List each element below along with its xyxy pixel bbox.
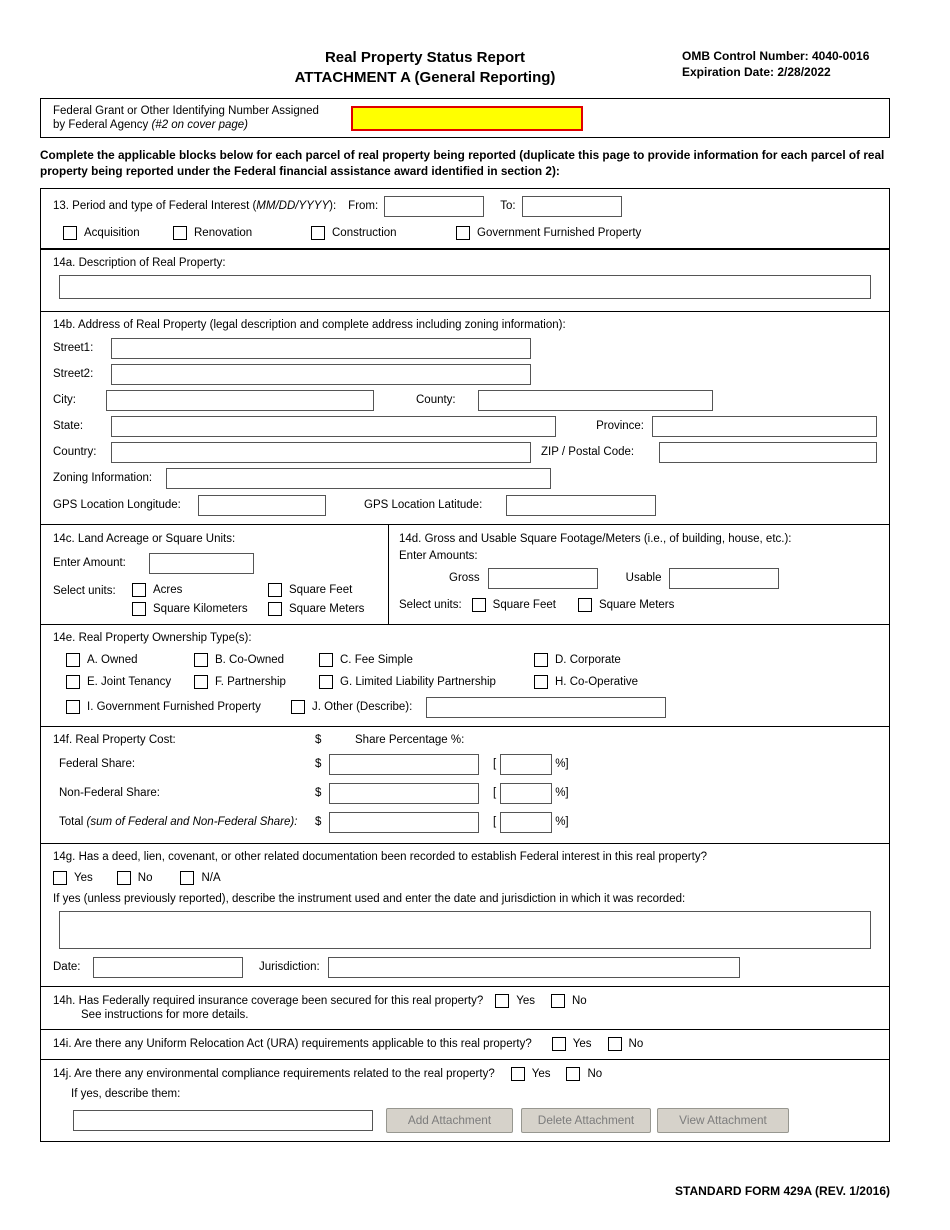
delete-attachment-button[interactable]: Delete Attachment [521,1108,651,1133]
checkbox-14h-no[interactable] [551,994,587,1008]
zoning-row [53,468,877,489]
jurisdiction-input[interactable] [328,957,740,978]
footage-square-meters-label: Square Meters [598,598,675,611]
s14g-question: 14g. Has a deed, lien, covenant, or other related documentation been recorded to establish Federal interest in this real property? [53,850,707,863]
checkbox-14g-no[interactable] [117,871,153,885]
deed-na-label: N/A [201,871,221,884]
s14b-label: 14b. Address of Real Property (legal description and complete address including zoning information): [53,318,566,331]
footage-square-meters-checkbox[interactable] [578,598,592,612]
s14c-label: 14c. Land Acreage or Square Units: [53,532,236,545]
s14f-label: 14f. Real Property Cost: [53,733,176,746]
checkbox-owned[interactable] [66,653,194,667]
fee-simple-checkbox[interactable] [319,653,333,667]
co-operative-label: H. Co-Operative [555,675,639,688]
s14j-question-row [53,1067,877,1081]
section-13 [41,189,889,250]
enter-amounts-label: Enter Amounts: [399,549,478,562]
s14a-label: 14a. Description of Real Property: [53,256,226,269]
checkbox-partnership[interactable] [194,675,319,689]
usable-label: Usable [625,572,662,585]
s13-label-format: MM/DD/YYYY [256,200,330,213]
government-furnished-property-label: Government Furnished Property [477,226,642,239]
form-subtitle: ATTACHMENT A (General Reporting) [294,68,556,86]
square-feet-checkbox[interactable] [268,583,282,597]
checkbox-14j-yes[interactable] [511,1067,551,1081]
other-describe-checkbox[interactable] [291,700,305,714]
ura-yes-checkbox[interactable] [552,1037,566,1051]
land-amount-row [53,553,376,574]
construction-label: Construction [332,226,397,239]
government-furnished-property-14e-label: I. Government Furnished Property [87,701,261,714]
deed-no-label: No [137,871,153,884]
other-describe-input[interactable] [426,697,666,718]
co-owned-label: B. Co-Owned [215,653,285,666]
checkbox-14g-yes[interactable] [53,871,93,885]
renovation-checkbox[interactable] [173,226,187,240]
s13-to-label: To: [500,200,516,213]
gps-longitude-input[interactable] [198,495,326,516]
checkbox-14j-no[interactable] [566,1067,602,1081]
checkbox-renovation[interactable] [173,226,311,240]
checkbox-14g-na[interactable] [180,871,220,885]
s14h-question: 14h. Has Federally required insurance coverage been secured for this real property? [53,994,484,1007]
federal-share-label: Federal Share: [59,758,136,771]
city-county-row [53,390,877,411]
gross-label: Gross [449,572,480,585]
grant-label-line2-note: (#2 on cover page) [151,119,249,131]
omb-control-number: OMB Control Number: 4040-0016 [682,49,870,63]
federal-share-amount-input[interactable] [329,754,479,775]
co-owned-checkbox[interactable] [194,653,208,667]
insurance-no-checkbox[interactable] [551,994,565,1008]
environmental-no-label: No [587,1067,603,1080]
environmental-yes-label: Yes [531,1067,551,1080]
government-furnished-property-checkbox[interactable] [456,226,470,240]
insurance-yes-label: Yes [516,994,535,1007]
non-federal-bracket-open: [ [493,787,497,800]
s13-from-label: From: [348,200,379,213]
province-label: Province: [596,420,644,433]
ura-no-label: No [628,1037,644,1050]
checkbox-square-meters[interactable] [268,602,364,616]
grant-label-line2 [53,118,351,132]
form-body [40,188,890,1142]
deed-na-checkbox[interactable] [180,871,194,885]
owned-label: A. Owned [87,653,138,666]
acquisition-label: Acquisition [84,226,140,239]
zoning-information-input[interactable] [166,468,551,489]
ownership-row-1 [53,653,877,667]
gps-longitude-label: GPS Location Longitude: [53,499,181,512]
non-federal-dollar-sign: $ [315,787,322,800]
ownership-row-3 [53,697,877,718]
state-input[interactable] [111,416,556,437]
description-of-real-property-input[interactable] [59,275,871,299]
square-meters-label: Square Meters [289,602,365,615]
grant-label-line2-text: by Federal Agency [53,119,149,131]
federal-percent-close: %] [555,758,569,771]
country-zip-row [53,442,877,463]
form-title: Real Property Status Report [324,49,526,66]
section-14e [41,625,889,727]
owned-checkbox[interactable] [66,653,80,667]
section-14j [41,1060,889,1141]
section-14f [41,727,889,844]
partnership-checkbox[interactable] [194,675,208,689]
partnership-label: F. Partnership [215,675,286,688]
total-label-text: Total [59,816,84,829]
checkbox-14d-square-meters[interactable] [578,598,674,612]
street2-input[interactable] [111,364,531,385]
s14h-note: See instructions for more details. [81,1008,249,1021]
s13-label-post: ): [329,200,337,213]
environmental-yes-checkbox[interactable] [511,1067,525,1081]
province-input[interactable] [652,416,877,437]
acres-checkbox[interactable] [132,583,146,597]
street2-row [53,364,877,385]
date-label: Date: [53,961,81,974]
s14d-select-units-label: Select units: [399,598,462,611]
ura-yes-label: Yes [572,1037,592,1050]
checkbox-government-furnished-property[interactable] [456,226,641,240]
s14e-label: 14e. Real Property Ownership Type(s): [53,631,252,644]
s14j-question: 14j. Are there any environmental compliance requirements related to the real property? [53,1067,495,1080]
section-14i [41,1030,889,1060]
limited-liability-partnership-label: G. Limited Liability Partnership [340,675,496,688]
enter-amount-label: Enter Amount: [53,557,126,570]
non-federal-share-label: Non-Federal Share: [59,787,160,800]
jurisdiction-label: Jurisdiction: [259,961,320,974]
expiration-date: Expiration Date: 2/28/2022 [682,65,831,80]
share-percentage-label: Share Percentage %: [355,733,465,746]
acres-label: Acres [153,583,183,596]
non-federal-share-percent-input[interactable] [500,783,552,804]
section-14b [41,312,889,525]
checkbox-co-operative[interactable] [534,675,638,689]
checkbox-14i-yes[interactable] [552,1037,592,1051]
grant-label-line1: Federal Grant or Other Identifying Number Assigned [53,104,319,117]
environmental-description-input[interactable] [73,1110,373,1131]
insurance-yes-checkbox[interactable] [495,994,509,1008]
zip-postal-code-input[interactable] [659,442,877,463]
s14i-question-row [53,1037,877,1051]
non-federal-share-row [53,783,877,804]
checkbox-other-describe[interactable] [291,700,412,714]
non-federal-percent-close: %] [555,787,569,800]
from-date-input[interactable] [384,196,484,217]
environmental-no-checkbox[interactable] [566,1067,580,1081]
land-units-grid [132,583,364,616]
footage-units-row [399,598,879,612]
add-attachment-button[interactable]: Add Attachment [386,1108,513,1133]
to-date-input[interactable] [522,196,622,217]
s14g-options-row [53,871,877,885]
land-amount-input[interactable] [149,553,254,574]
ownership-row-2 [53,675,877,689]
footer-form-number: STANDARD FORM 429A (REV. 1/2016) [675,1183,890,1198]
checkbox-joint-tenancy[interactable] [66,675,194,689]
state-province-row [53,416,877,437]
cost-header-row [53,734,877,746]
total-share-row [53,812,877,833]
square-meters-checkbox[interactable] [268,602,282,616]
federal-share-row [53,754,877,775]
s14j-attachment-row [53,1108,877,1133]
land-units-row [53,583,376,616]
total-label-note: (sum of Federal and Non-Federal Share): [86,816,298,829]
section-14a [41,250,889,312]
gross-input[interactable] [488,568,598,589]
county-input[interactable] [478,390,713,411]
usable-input[interactable] [669,568,779,589]
s14j-if-yes-label: If yes, describe them: [71,1087,181,1100]
total-share-label [53,816,315,828]
view-attachment-button[interactable]: View Attachment [657,1108,789,1133]
grant-number-label [53,104,351,133]
section-14g [41,844,889,987]
limited-liability-partnership-checkbox[interactable] [319,675,333,689]
square-feet-label: Square Feet [289,583,353,596]
gps-row [53,495,877,516]
other-describe-label: J. Other (Describe): [312,701,413,714]
s14i-question: 14i. Are there any Uniform Relocation Act (URA) requirements applicable to this real property? [53,1037,532,1050]
s13-period-row [53,196,877,217]
section-14d [389,525,889,624]
checkbox-fee-simple[interactable] [319,653,534,667]
total-percent-close: %] [555,816,569,829]
checkbox-government-furnished-property-14e[interactable] [66,700,291,714]
government-furnished-property-14e-checkbox[interactable] [66,700,80,714]
dollar-sign-header: $ [315,733,322,746]
acquisition-checkbox[interactable] [63,226,77,240]
construction-checkbox[interactable] [311,226,325,240]
checkbox-acres[interactable] [132,583,268,597]
checkbox-corporate[interactable] [534,653,621,667]
footage-square-feet-label: Square Feet [492,598,556,611]
federal-dollar-sign: $ [315,758,322,771]
grant-number-box [40,98,890,138]
gross-usable-row [399,568,879,589]
section-14c [41,525,389,624]
city-label: City: [53,394,76,407]
city-input[interactable] [106,390,374,411]
deed-no-checkbox[interactable] [117,871,131,885]
corporate-label: D. Corporate [555,653,621,666]
square-kilometers-label: Square Kilometers [153,602,248,615]
corporate-checkbox[interactable] [534,653,548,667]
gps-latitude-input[interactable] [506,495,656,516]
s14c-select-units-label: Select units: [53,584,116,597]
total-bracket-open: [ [493,816,497,829]
footage-square-feet-checkbox[interactable] [472,598,486,612]
total-dollar-sign: $ [315,816,322,829]
checkbox-square-kilometers[interactable] [132,602,268,616]
joint-tenancy-checkbox[interactable] [66,675,80,689]
renovation-label: Renovation [194,226,253,239]
s14h-question-row [53,994,877,1008]
street1-input[interactable] [111,338,531,359]
deed-yes-checkbox[interactable] [53,871,67,885]
checkbox-construction[interactable] [311,226,456,240]
s14d-label: 14d. Gross and Usable Square Footage/Meters (i.e., of building, house, etc.): [399,532,792,545]
date-input[interactable] [93,957,243,978]
co-operative-checkbox[interactable] [534,675,548,689]
insurance-no-label: No [571,994,587,1007]
section-14h [41,987,889,1030]
federal-share-percent-input[interactable] [500,754,552,775]
s13-label-pre: 13. Period and type of Federal Interest ( [53,200,257,213]
instrument-description-textarea[interactable] [59,911,871,949]
total-percent-input[interactable] [500,812,552,833]
header [40,46,890,98]
country-label: Country: [53,446,97,459]
fee-simple-label: C. Fee Simple [340,653,413,666]
checkbox-limited-liability-partnership[interactable] [319,675,534,689]
deed-yes-label: Yes [74,871,93,884]
section-14c-14d [41,525,889,625]
s14g-if-yes-label: If yes (unless previously reported), describe the instrument used and enter the date and jurisdiction in which it was recorded: [53,892,686,905]
joint-tenancy-label: E. Joint Tenancy [87,675,172,688]
grant-number-input[interactable] [351,106,583,131]
country-input[interactable] [111,442,531,463]
zoning-information-label: Zoning Information: [53,472,153,485]
ura-no-checkbox[interactable] [608,1037,622,1051]
street1-row [53,338,877,359]
s13-type-row [53,226,877,240]
street1-label: Street1: [53,342,94,355]
state-label: State: [53,420,84,433]
date-jurisdiction-row [53,957,877,978]
zip-postal-code-label: ZIP / Postal Code: [541,446,635,459]
checkbox-14i-no[interactable] [608,1037,644,1051]
non-federal-share-amount-input[interactable] [329,783,479,804]
gps-latitude-label: GPS Location Latitude: [364,499,483,512]
checkbox-14h-yes[interactable] [495,994,535,1008]
checkbox-acquisition[interactable] [63,226,173,240]
federal-bracket-open: [ [493,758,497,771]
instructions-text: Complete the applicable blocks below for each parcel of real property being reported (duplicate this page to provide information for each parcel of real property being reported under the Federal financial assistance award identified in section 2): [40,148,885,178]
checkbox-14d-square-feet[interactable] [472,598,556,612]
s13-label [53,200,336,212]
square-kilometers-checkbox[interactable] [132,602,146,616]
street2-label: Street2: [53,368,94,381]
checkbox-square-feet[interactable] [268,583,364,597]
total-amount-input[interactable] [329,812,479,833]
omb-block [682,48,890,80]
checkbox-co-owned[interactable] [194,653,319,667]
county-label: County: [416,394,456,407]
